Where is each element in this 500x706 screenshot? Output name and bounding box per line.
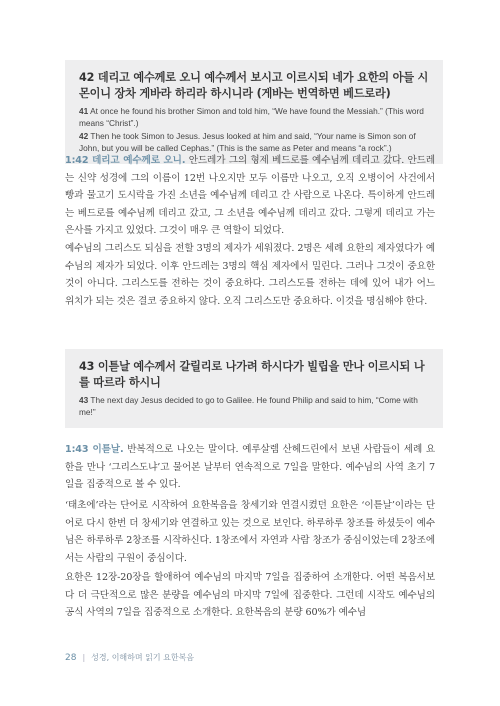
verse-42-korean: 42 데리고 예수께로 오니 예수께서 보시고 이르시되 네가 요한의 아들 시몬이니 장차 게바라 하리라 하시니라 (게바는 번역하면 베드로라) <box>79 71 429 100</box>
commentary-1-43-p3: 요한은 12장-20장을 할애하여 예수님의 마지막 7일을 집중하여 소개한다. 어떤 복음서보다 더 극단적으로 많은 분량을 예수님의 마지막 7일에 집중한다. 그런데 시작도 예수님의 공식 사역의 7일을 집중적으로 소개한다. 요한복음의 분량 60%가 예수님 <box>65 572 435 619</box>
commentary-1-43-lead: 1:43 이튿날. <box>65 444 124 455</box>
verse-box-43 <box>65 349 443 428</box>
commentary-1-43-text1: 반복적으로 나오는 말이다. 예루살렘 산헤드린에서 보낸 사람들이 세례 요한을 만나 ‘그리스도냐’고 물어본 날부터 연속적으로 7일을 말한다. 예수님의 사역 초기 7일을 집중적으로 볼 수 있다. <box>65 444 436 491</box>
verse-43-text: The next day Jesus decided to go to Galilee. He found Philip and said to him, “Come with me!” <box>79 395 418 417</box>
verse-42-text: Then he took Simon to Jesus. Jesus looked at him and said, “Your name is Simon son of John, but you will be called Cephas.” (This is the same as Peter and means “a rock”.) <box>79 131 416 153</box>
commentary-1-43-p1 <box>65 441 435 494</box>
commentary-1-42-text1: 안드레가 그의 형제 베드로를 예수님께 데리고 갔다. 안드레는 신약 성경에 그의 이름이 12번 나오지만 모두 이름만 나오고, 오직 오병이어 사건에서 빵과 물고기 도시락을 가진 소년을 예수님께 데리고 간 사람으로 나온다. 특이하게 안드레는 베드로를 예수님께 데리고 갔고, 그 소년을 예수님께 데리고 갔다. 그렇게 데리고 가는 은사를 가지고 있었다. 그것이 매우 큰 역할이 되었다. <box>65 155 435 237</box>
verse-42-number: 42 <box>79 131 89 141</box>
commentary-1-42-p2: 예수님의 그리스도 되심을 전할 3명의 제자가 세워졌다. 2명은 세례 요한의 제자였다가 예수님의 제자가 되었다. 이후 안드레는 3명의 핵심 제자에서 밀린다. 그러나 그것이 중요한 것이 아니다. 그리스도를 전하는 것이 중요하다. 그리스도를 전하는 데에 있어 내가 어느 위치가 되는 것은 결코 중요하지 않다. 오직 그리스도만 중요하다. 이것을 명심해야 한다. <box>65 243 435 307</box>
page-footer <box>65 652 194 663</box>
verse-41-text: At once he found his brother Simon and told him, “We have found the Messiah.” (This word means “Christ”.) <box>79 106 424 128</box>
footer-separator: | <box>82 653 86 662</box>
commentary-1-43-p2: ‘태초에’라는 단어로 시작하여 요한복음을 창세기와 연결시켰던 요한은 ‘이튿날’이라는 단어로 다시 한번 더 창세기와 연결하고 있는 것으로 보인다. 하루하루 창조를 하셨듯이 예수님은 하루하루 2창조를 시작하신다. 1창조에서 자연과 사람 창조가 중심이었는데 2창조에서는 사람의 구원이 중심이다. <box>65 500 435 564</box>
verse-43-korean: 43 이튿날 예수께서 갈릴리로 나가려 하시다가 빌립을 만나 이르시되 나를 따르라 하시니 <box>79 360 425 389</box>
commentary-1-42-lead: 1:42 데리고 예수께로 오니. <box>65 155 186 166</box>
verse-43-english <box>79 394 429 418</box>
book-title: 성경, 이해하며 읽기 요한복음 <box>91 653 195 662</box>
verse-box-42 <box>65 60 443 164</box>
verse-41-english <box>79 105 429 129</box>
verse-42-english <box>79 130 429 154</box>
verse-43-number: 43 <box>79 395 89 405</box>
verse-41-number: 41 <box>79 106 89 116</box>
page-number: 28 <box>65 653 77 663</box>
commentary-1-42-p1 <box>65 152 435 240</box>
